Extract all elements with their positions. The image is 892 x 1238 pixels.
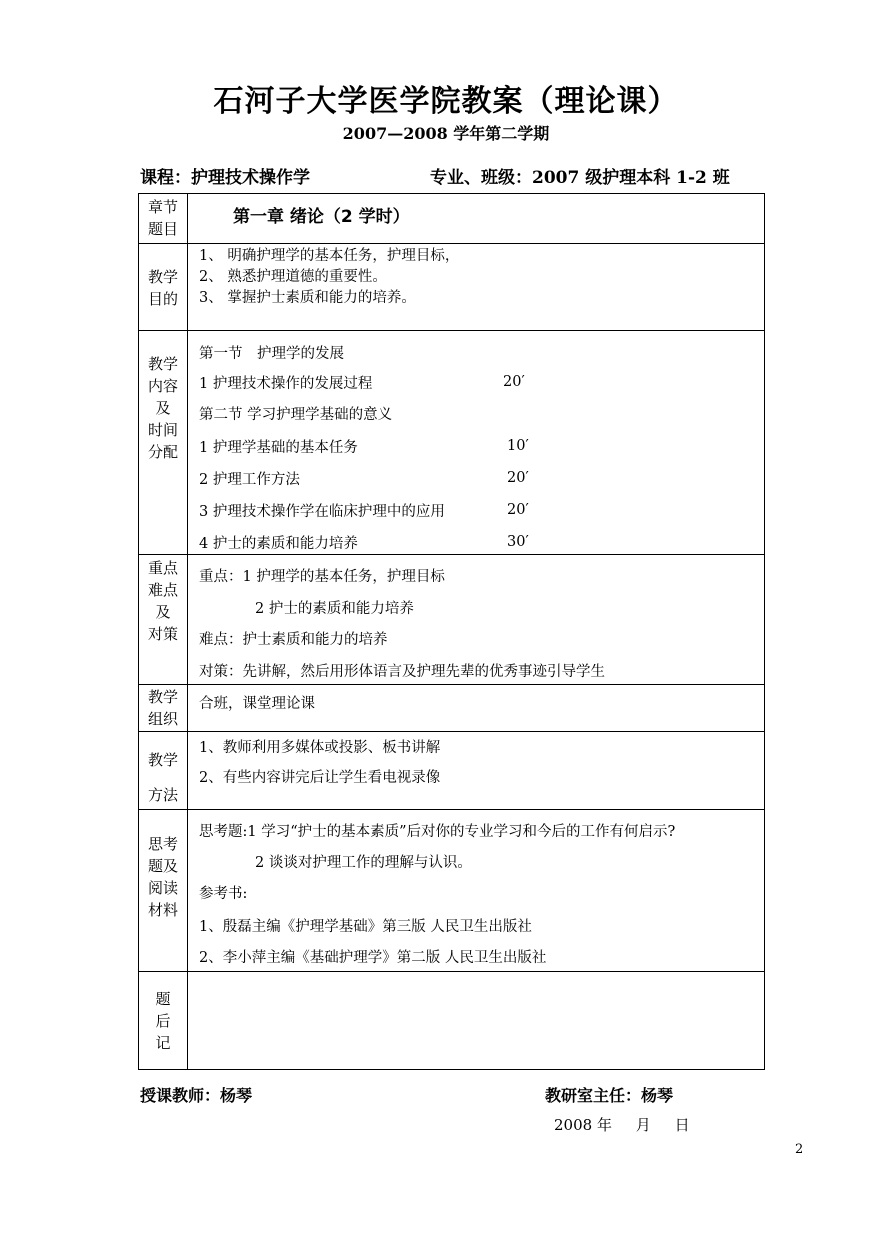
- chapter-title: 第一章 绪论（2 学时）: [233, 207, 410, 227]
- objectives-list: [199, 246, 459, 309]
- content-item: 3 护理技术操作学在临床护理中的应用: [199, 504, 445, 520]
- content-item: 1 护理技术操作的发展过程: [199, 376, 373, 392]
- content-label: [139, 353, 187, 463]
- postscript-label-line: 后: [155, 1012, 171, 1030]
- reading-label: [139, 833, 187, 921]
- objectives-label-line: 教学: [147, 268, 178, 286]
- content-item: 2 护理工作方法: [199, 472, 300, 488]
- content-label-line: 内容: [147, 377, 178, 395]
- keypoint-line: 2 护士的素质和能力培养: [255, 601, 414, 617]
- keypoints-label-line: 对策: [147, 625, 178, 643]
- postscript-label-line: 题: [155, 990, 171, 1008]
- keypoint-line: 对策：先讲解，然后用形体语言及护理先辈的优秀事迹引导学生: [199, 664, 605, 680]
- reading-label-line: 思考: [147, 835, 178, 853]
- keypoint-line: 重点：1 护理学的基本任务，护理目标: [199, 569, 445, 585]
- method-label-line: 教学: [147, 751, 178, 769]
- objectives-label: [139, 266, 187, 310]
- content-item-time: 20′: [503, 374, 525, 390]
- keypoints-label-line: 重点: [147, 559, 178, 577]
- objective-item: 2、 熟悉护理道德的重要性。: [199, 269, 387, 285]
- content-item-time: 20′: [507, 470, 529, 486]
- row-divider: [139, 809, 764, 810]
- row-divider: [139, 731, 764, 732]
- teacher-signature: 授课教师：杨琴: [140, 1086, 253, 1105]
- row-divider: [139, 330, 764, 331]
- organization-label: [139, 686, 187, 730]
- course-label: 课程：护理技术操作学: [140, 168, 310, 188]
- chapter-label: [139, 196, 187, 240]
- content-label-line: 时间: [147, 421, 178, 439]
- method-label-line: 方法: [147, 786, 178, 804]
- content-label-line: 教学: [147, 355, 178, 373]
- reading-line: 2、李小萍主编《基础护理学》第二版 人民卫生出版社: [199, 950, 547, 966]
- reading-line: 1、殷磊主编《护理学基础》第三版 人民卫生出版社: [199, 919, 532, 935]
- content-item: 1 护理学基础的基本任务: [199, 440, 358, 456]
- content-item: 第二节 学习护理学基础的意义: [199, 407, 393, 423]
- content-label-line: 及: [155, 399, 171, 417]
- content-item-time: 10′: [507, 438, 529, 454]
- lesson-plan-table: [138, 193, 765, 1070]
- row-divider: [139, 243, 764, 244]
- date-line: 2008 年 月 日: [554, 1116, 690, 1134]
- reading-label-line: 题及: [147, 857, 178, 875]
- content-item: 4 护士的素质和能力培养: [199, 536, 358, 552]
- organization-label-line: 组织: [147, 710, 178, 728]
- content-item: 第一节 护理学的发展: [199, 346, 344, 362]
- keypoints-label-line: 及: [155, 603, 171, 621]
- keypoints-label-line: 难点: [147, 581, 178, 599]
- objectives-label-line: 目的: [147, 290, 178, 308]
- objective-item: 3、 掌握护士素质和能力的培养。: [199, 290, 416, 306]
- document-title: 石河子大学医学院教案（理论课）: [213, 84, 679, 119]
- content-item-time: 30′: [507, 534, 529, 550]
- chapter-label-line: 题目: [147, 220, 178, 238]
- page-number: 2: [795, 1142, 804, 1157]
- reading-line: 参考书:: [199, 886, 248, 902]
- director-signature: 教研室主任：杨琴: [545, 1086, 674, 1105]
- reading-label-line: 材料: [147, 901, 178, 919]
- method-label: [139, 743, 187, 813]
- semester-subtitle: 2007—2008 学年第二学期: [342, 124, 550, 143]
- organization-value: 合班，课堂理论课: [199, 696, 315, 712]
- reading-line: 思考题:1 学习“护士的基本素质”后对你的专业学习和今后的工作有何启示?: [199, 824, 676, 840]
- reading-line: 2 谈谈对护理工作的理解与认识。: [255, 855, 472, 871]
- postscript-content: [199, 984, 749, 1054]
- chapter-label-line: 章节: [147, 198, 178, 216]
- content-item-time: 20′: [507, 502, 529, 518]
- organization-label-line: 教学: [147, 688, 178, 706]
- objective-item: 1、 明确护理学的基本任务，护理目标，: [199, 248, 460, 264]
- row-divider: [139, 684, 764, 685]
- content-label-line: 分配: [147, 443, 178, 461]
- row-divider: [139, 971, 764, 972]
- keypoints-label: [139, 557, 187, 645]
- major-class-label: 专业、班级：2007 级护理本科 1-2 班: [430, 168, 730, 188]
- label-column-divider: [187, 194, 188, 1069]
- reading-label-line: 阅读: [147, 879, 178, 897]
- method-line: 1、教师利用多媒体或投影、板书讲解: [199, 740, 441, 756]
- postscript-label-line: 记: [155, 1034, 171, 1052]
- postscript-label: [139, 988, 187, 1054]
- method-line: 2、有些内容讲完后让学生看电视录像: [199, 770, 441, 786]
- row-divider: [139, 554, 764, 555]
- keypoint-line: 难点：护士素质和能力的培养: [199, 632, 388, 648]
